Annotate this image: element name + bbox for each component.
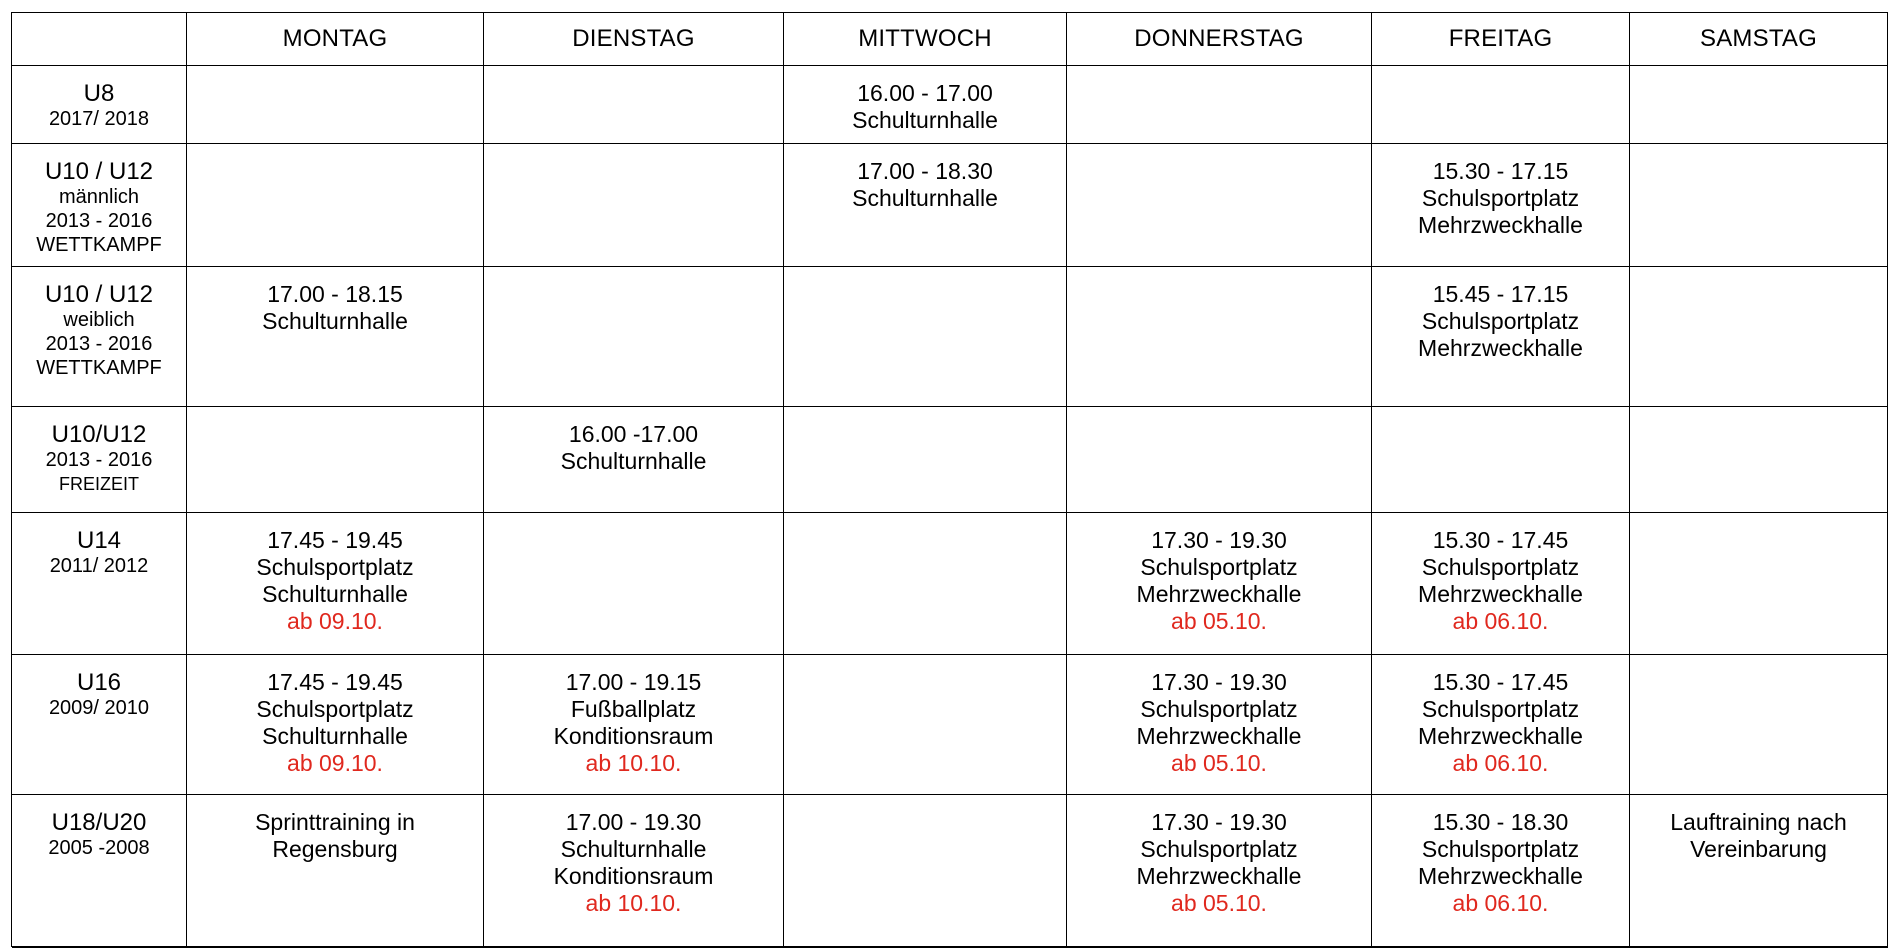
schedule-cell [484, 144, 784, 267]
schedule-cell [784, 655, 1067, 795]
schedule-cell [187, 267, 484, 407]
schedule-cell [1067, 513, 1372, 655]
schedule-entry-line: Sprinttraining in [255, 809, 415, 835]
day-header-label: MONTAG [282, 25, 388, 52]
schedule-entry-line: Schulsportplatz [1421, 836, 1580, 862]
group-name: U10 / U12 [44, 158, 154, 185]
schedule-entry-line: 15.30 - 17.45 [1432, 527, 1569, 553]
group-name: U10/U12 [51, 421, 147, 448]
day-header-label: MITTWOCH [858, 25, 992, 52]
group-name: U16 [76, 669, 122, 696]
schedule-cell [1372, 655, 1630, 795]
day-header-montag [187, 13, 484, 66]
schedule-entry-line: 15.30 - 18.30 [1432, 809, 1569, 835]
group-label-cell [12, 655, 187, 795]
schedule-entry-line: 16.00 - 17.00 [857, 80, 993, 106]
schedule-entry-line: 15.30 - 17.15 [1432, 158, 1569, 184]
day-header-freitag [1372, 13, 1630, 66]
header-corner-cell [12, 13, 187, 66]
schedule-cell [484, 267, 784, 407]
training-schedule-table [11, 12, 1888, 947]
day-header-label: DIENSTAG [572, 25, 695, 52]
schedule-entry-line: Regensburg [272, 836, 398, 862]
day-header-dienstag [484, 13, 784, 66]
schedule-entry-line: 17.00 - 19.15 [565, 669, 702, 695]
schedule-entry-line: Schulsportplatz [256, 554, 414, 580]
schedule-entry-line: Konditionsraum [553, 723, 714, 749]
schedule-cell [187, 655, 484, 795]
schedule-entry-line: Mehrzweckhalle [1136, 723, 1302, 749]
group-detail: WETTKAMPF [36, 234, 162, 256]
schedule-entry-line: 15.30 - 17.45 [1432, 669, 1569, 695]
schedule-entry-line: Mehrzweckhalle [1136, 581, 1302, 607]
schedule-cell [187, 513, 484, 655]
schedule-cell [784, 267, 1067, 407]
schedule-cell [187, 407, 484, 513]
group-label-cell [12, 513, 187, 655]
start-date-note: ab 10.10. [585, 890, 682, 916]
schedule-cell [484, 66, 784, 144]
day-header-label: DONNERSTAG [1134, 25, 1304, 52]
schedule-cell [187, 144, 484, 267]
schedule-cell [1630, 513, 1888, 655]
schedule-cell [484, 795, 784, 947]
schedule-cell [784, 513, 1067, 655]
group-detail: 2009/ 2010 [48, 697, 150, 719]
schedule-cell [484, 407, 784, 513]
schedule-entry-line: Vereinbarung [1690, 836, 1827, 862]
schedule-entry-line: Schulsportplatz [1421, 696, 1580, 722]
schedule-entry-line: 17.00 - 18.30 [857, 158, 993, 184]
schedule-entry-line: Mehrzweckhalle [1418, 863, 1583, 889]
schedule-entry-line: Schulsportplatz [1140, 696, 1298, 722]
start-date-note: ab 05.10. [1171, 890, 1267, 916]
group-name: U14 [76, 527, 122, 554]
schedule-entry-line: 17.30 - 19.30 [1151, 527, 1287, 553]
schedule-cell [1372, 144, 1630, 267]
schedule-cell [1067, 267, 1372, 407]
group-detail: WETTKAMPF [36, 357, 162, 379]
schedule-entry-line: Schulsportplatz [1140, 836, 1298, 862]
group-label-cell [12, 267, 187, 407]
schedule-cell [1067, 407, 1372, 513]
schedule-entry-line: Schulsportplatz [1421, 308, 1580, 334]
schedule-entry-line: Schulturnhalle [852, 185, 998, 211]
schedule-entry-line: Schulturnhalle [852, 107, 998, 133]
start-date-note: ab 05.10. [1171, 608, 1267, 634]
schedule-entry-line: Mehrzweckhalle [1418, 212, 1583, 238]
schedule-cell [784, 795, 1067, 947]
schedule-cell [1630, 144, 1888, 267]
schedule-entry-line: Schulsportplatz [256, 696, 414, 722]
group-detail: 2011/ 2012 [49, 555, 149, 577]
schedule-entry-line: 17.00 - 19.30 [565, 809, 702, 835]
schedule-cell [784, 66, 1067, 144]
schedule-cell [1630, 407, 1888, 513]
schedule-cell [1372, 795, 1630, 947]
group-label-cell [12, 795, 187, 947]
schedule-entry-line: Schulturnhalle [560, 448, 707, 474]
schedule-entry-line: 15.45 - 17.15 [1432, 281, 1569, 307]
day-header-samstag [1630, 13, 1888, 66]
start-date-note: ab 05.10. [1171, 750, 1267, 776]
schedule-entry-line: Mehrzweckhalle [1136, 863, 1302, 889]
schedule-entry-line: Schulsportplatz [1421, 185, 1580, 211]
schedule-cell [1067, 795, 1372, 947]
group-detail: weiblich [63, 309, 135, 331]
day-header-label: SAMSTAG [1700, 25, 1817, 52]
day-header-donnerstag [1067, 13, 1372, 66]
schedule-entry-line: 17.45 - 19.45 [267, 669, 403, 695]
schedule-entry-line: Konditionsraum [553, 863, 714, 889]
schedule-entry-line: 17.30 - 19.30 [1151, 669, 1287, 695]
schedule-cell [187, 795, 484, 947]
group-label-cell [12, 407, 187, 513]
day-header-label: FREITAG [1448, 25, 1553, 52]
schedule-cell [784, 144, 1067, 267]
schedule-cell [484, 513, 784, 655]
schedule-entry-line: 16.00 -17.00 [568, 421, 699, 447]
schedule-cell [1372, 66, 1630, 144]
schedule-entry-line: Schulturnhalle [262, 581, 408, 607]
start-date-note: ab 06.10. [1452, 608, 1549, 634]
start-date-note: ab 09.10. [287, 750, 383, 776]
schedule-entry-line: Schulturnhalle [262, 308, 408, 334]
group-detail: FREIZEIT [59, 474, 139, 494]
schedule-cell [1067, 655, 1372, 795]
schedule-cell [484, 655, 784, 795]
group-detail: männlich [58, 186, 140, 208]
start-date-note: ab 06.10. [1452, 890, 1549, 916]
schedule-cell [187, 66, 484, 144]
schedule-entry-line: Fußballplatz [570, 696, 697, 722]
schedule-entry-line: 17.00 - 18.15 [267, 281, 403, 307]
schedule-entry-line: Mehrzweckhalle [1418, 581, 1583, 607]
start-date-note: ab 06.10. [1452, 750, 1549, 776]
group-detail: 2013 - 2016 [45, 210, 153, 232]
schedule-entry-line: Mehrzweckhalle [1418, 335, 1583, 361]
schedule-cell [1372, 513, 1630, 655]
schedule-entry-line: 17.45 - 19.45 [267, 527, 403, 553]
schedule-cell [1630, 655, 1888, 795]
schedule-cell [1630, 267, 1888, 407]
schedule-cell [1067, 66, 1372, 144]
group-name: U10 / U12 [44, 281, 154, 308]
group-detail: 2013 - 2016 [45, 333, 153, 355]
group-detail: 2017/ 2018 [48, 108, 150, 130]
schedule-entry-line: 17.30 - 19.30 [1151, 809, 1287, 835]
day-header-mittwoch [784, 13, 1067, 66]
group-label-cell [12, 144, 187, 267]
schedule-cell [1630, 795, 1888, 947]
group-detail: 2005 -2008 [48, 837, 150, 859]
schedule-cell [1372, 267, 1630, 407]
schedule-entry-line: Schulturnhalle [262, 723, 408, 749]
start-date-note: ab 10.10. [585, 750, 682, 776]
schedule-cell [1067, 144, 1372, 267]
start-date-note: ab 09.10. [287, 608, 383, 634]
schedule-cell [1630, 66, 1888, 144]
schedule-entry-line: Schulsportplatz [1140, 554, 1298, 580]
group-name: U18/U20 [51, 809, 147, 836]
group-name: U8 [83, 80, 115, 107]
schedule-cell [1372, 407, 1630, 513]
schedule-entry-line: Mehrzweckhalle [1418, 723, 1583, 749]
group-label-cell [12, 66, 187, 144]
schedule-entry-line: Schulsportplatz [1421, 554, 1580, 580]
schedule-entry-line: Lauftraining nach [1670, 809, 1847, 835]
group-detail: 2013 - 2016 [45, 449, 153, 471]
schedule-entry-line: Schulturnhalle [560, 836, 707, 862]
schedule-cell [784, 407, 1067, 513]
